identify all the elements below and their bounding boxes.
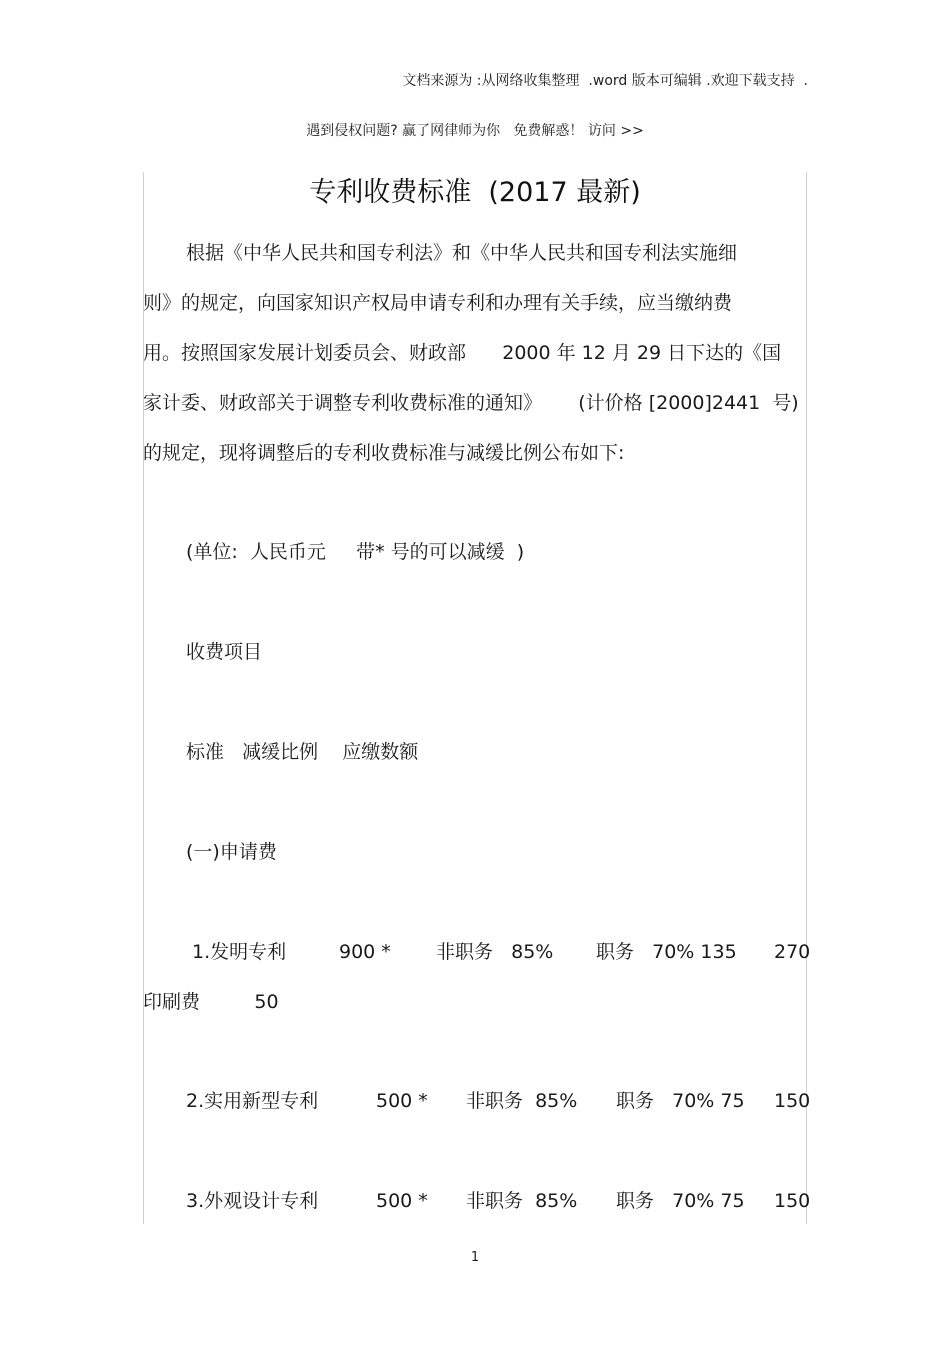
left-border-line <box>143 172 144 1224</box>
fee-standard: 900 * <box>339 941 391 963</box>
intro-line: 的规定，现将调整后的专利收费标准与减缓比例公布如下: <box>143 442 625 464</box>
intro-line: 根据《中华人民共和国专利法》和《中华人民共和国专利法实施细 <box>186 242 738 264</box>
fee-service-rate: 职务 70% 135 <box>596 941 737 963</box>
document-title: 专利收费标准 (2017 最新) <box>309 177 641 208</box>
intro-line: 用。按照国家发展计划委员会、财政部 2000 年 12 月 29 日下达的《国 <box>143 342 782 364</box>
right-border-line <box>806 172 807 1224</box>
fee-standard: 500 * <box>376 1190 428 1212</box>
fee-amount: 270 <box>774 941 811 963</box>
fee-item-name: 2.实用新型专利 <box>186 1090 319 1112</box>
fee-standard: 500 * <box>376 1090 428 1112</box>
fee-non-service-rate: 非职务 85% <box>466 1190 578 1212</box>
intro-line: 则》的规定，向国家知识产权局申请专利和办理有关手续，应当缴纳费 <box>143 292 733 314</box>
fee-amount: 150 <box>774 1090 811 1112</box>
fee-non-service-rate: 非职务 85% <box>466 1090 578 1112</box>
source-note: 文档来源为 :从网络收集整理 .word 版本可编辑 .欢迎下载支持 . <box>402 73 808 89</box>
fee-item-name: 1.发明专利 <box>186 941 287 963</box>
fee-service-rate: 职务 70% 75 <box>616 1190 745 1212</box>
fee-item-name: 3.外观设计专利 <box>186 1190 319 1212</box>
section-heading: (一)申请费 <box>186 841 277 863</box>
fee-service-rate: 职务 70% 75 <box>616 1090 745 1112</box>
intro-line: 家计委、财政部关于调整专利收费标准的通知》 (计价格 [2000]2441 号) <box>143 392 799 414</box>
fee-extra: 印刷费 50 <box>143 991 279 1013</box>
fee-item-header: 收费项目 <box>186 641 263 663</box>
page-number: 1 <box>470 1250 480 1265</box>
fee-columns-header: 标准 减缓比例 应缴数额 <box>186 741 419 763</box>
fee-amount: 150 <box>774 1190 811 1212</box>
unit-note: (单位: 人民币元 带* 号的可以减缓 ) <box>186 541 525 563</box>
fee-non-service-rate: 非职务 85% <box>436 941 554 963</box>
promo-link[interactable]: 遇到侵权问题? 赢了网律师为你 免费解惑！ 访问 >> <box>306 123 644 139</box>
